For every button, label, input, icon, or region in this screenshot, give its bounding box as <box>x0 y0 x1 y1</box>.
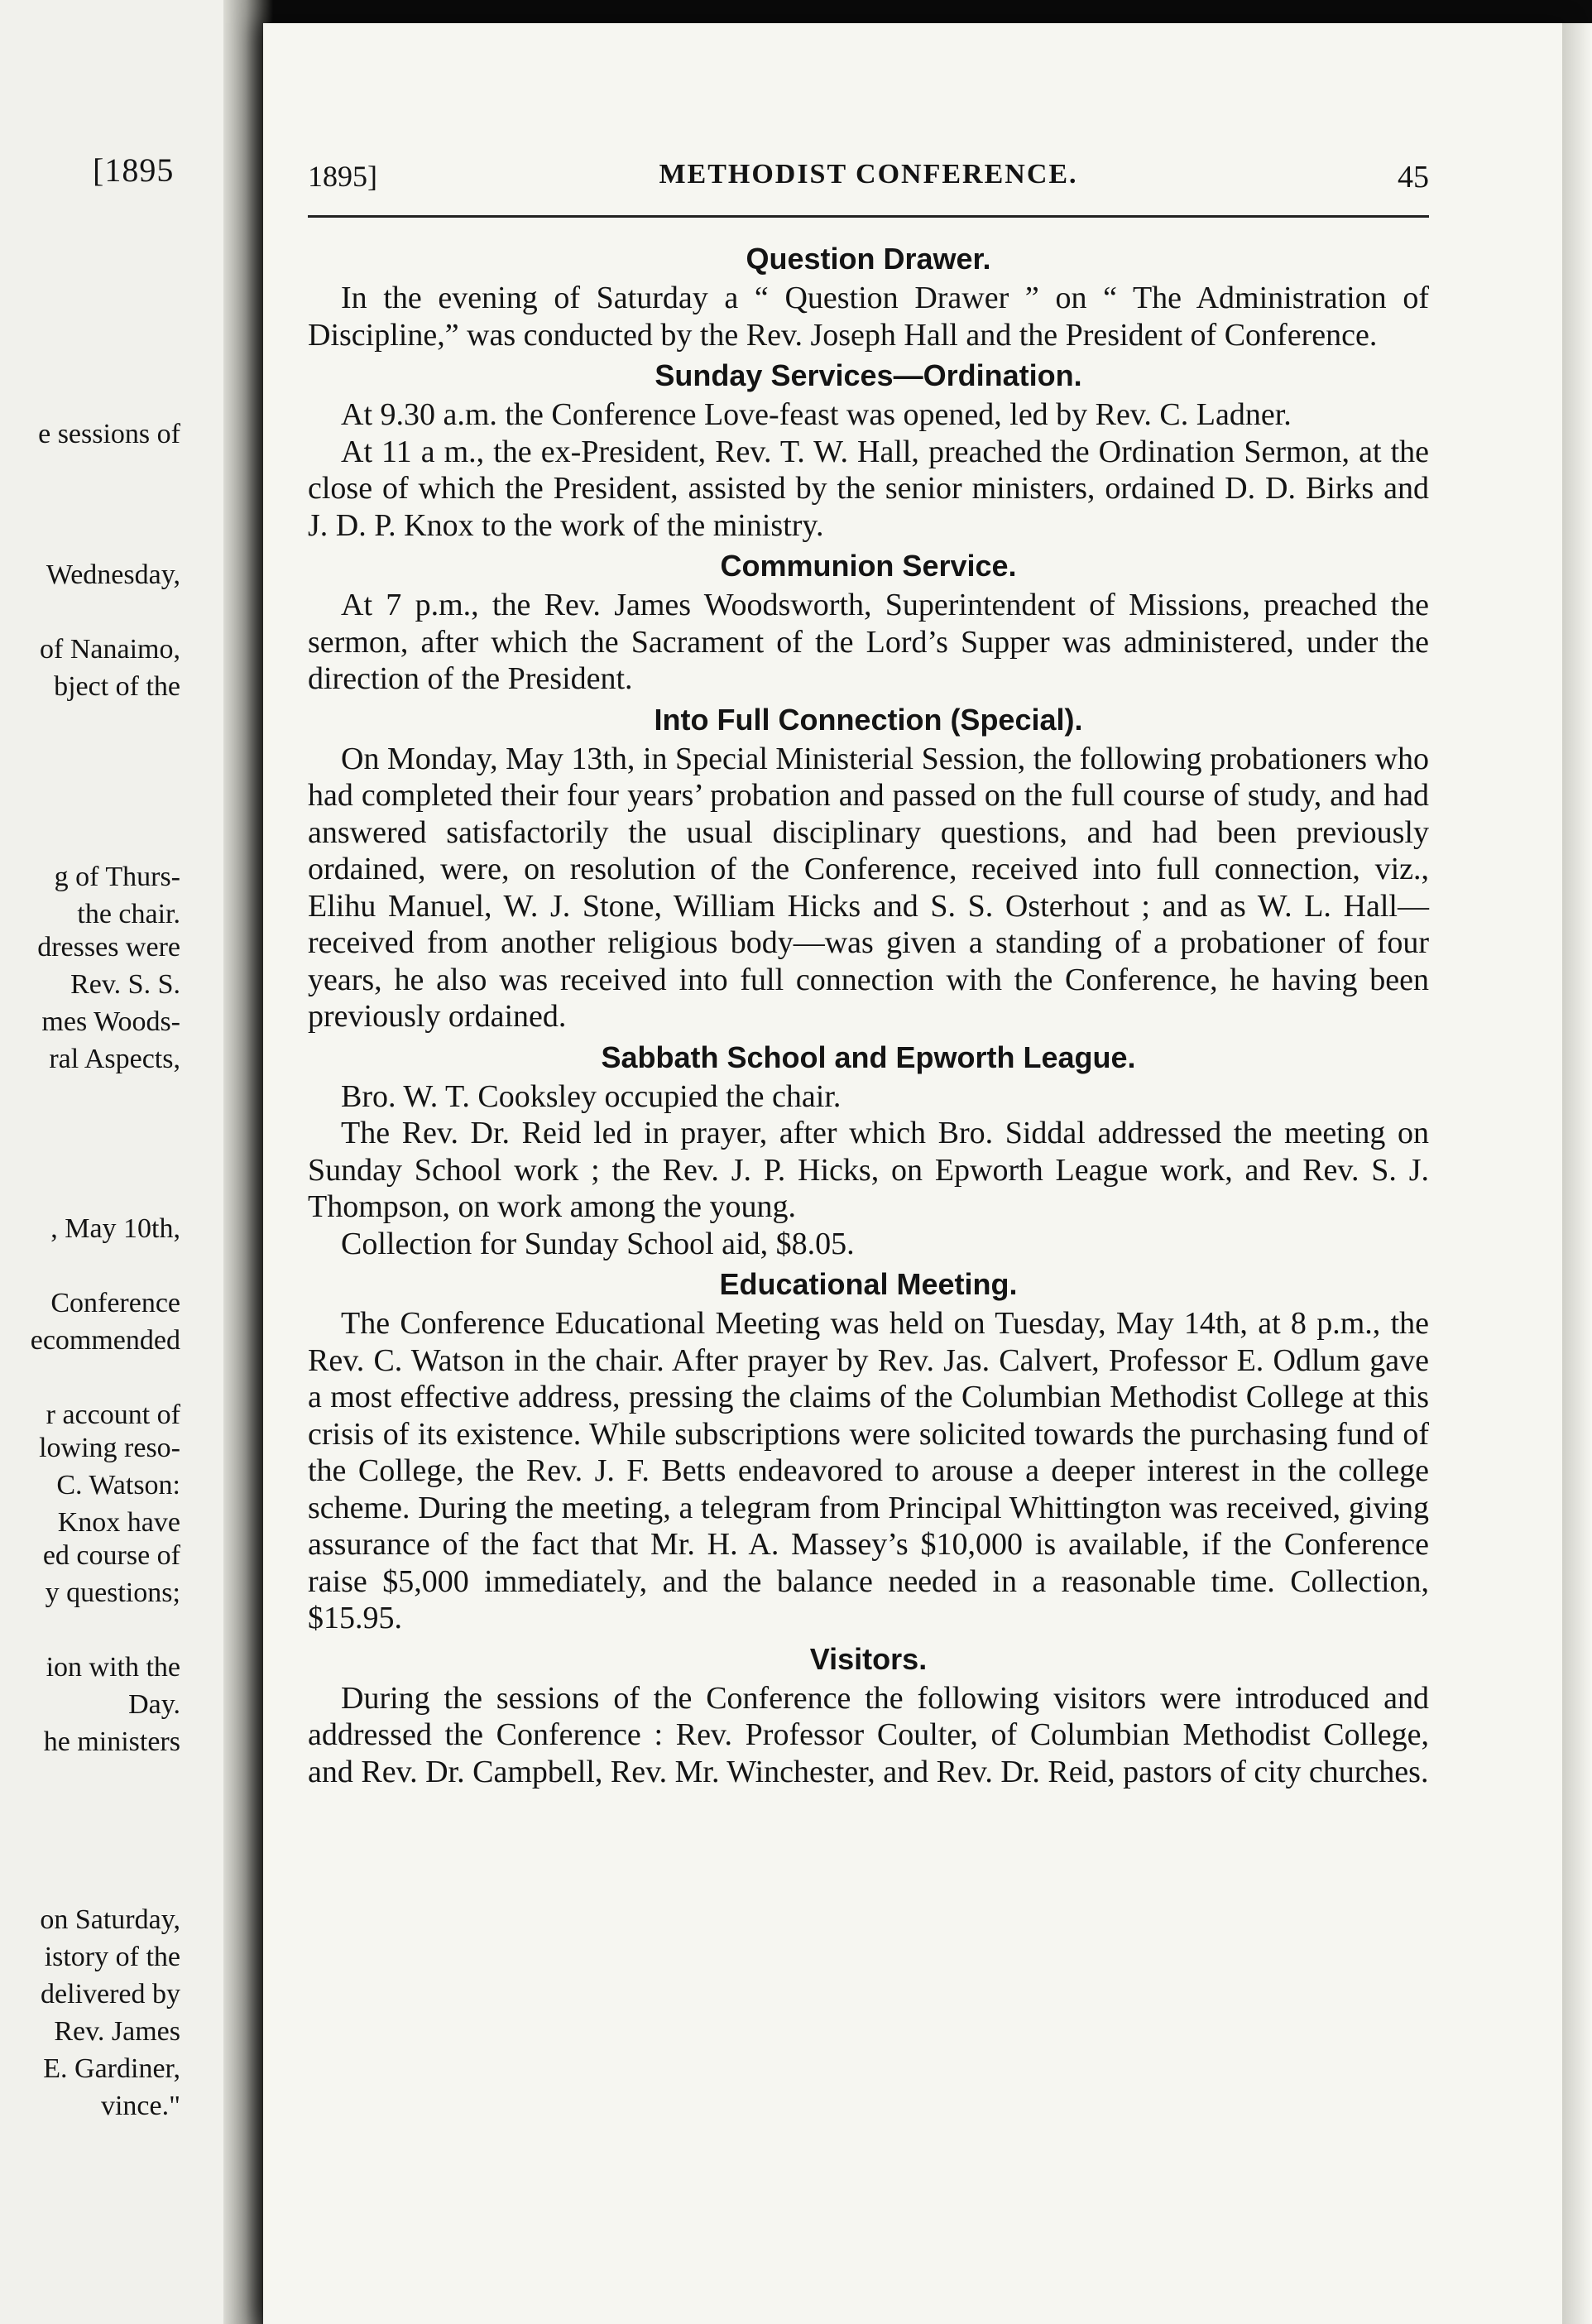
left-page-line: ecommended <box>30 1325 180 1356</box>
section-communion-service <box>308 545 1429 698</box>
left-page-line: Conference <box>50 1288 180 1318</box>
left-page-line: delivered by <box>41 1979 180 2009</box>
paragraph: The Rev. Dr. Reid led in prayer, after which Bro. Siddal addressed the meeting on Sunday School work ; the Rev. J. P. Hicks, on Epworth League work, and Rev. S. J. Thompson, on work among the young. <box>308 1116 1429 1224</box>
page-number: 45 <box>1398 160 1429 194</box>
running-header <box>308 159 1429 200</box>
section-question-drawer <box>308 238 1429 353</box>
left-page-line: Knox have <box>57 1507 180 1538</box>
left-page-line: istory of the <box>44 1942 180 1972</box>
left-page-line: r account of <box>46 1400 180 1430</box>
left-facing-page <box>0 0 248 2324</box>
paragraph: The Conference Educational Meeting was held on Tuesday, May 14th, at 8 p.m., the Rev. C. Watson in the chair. After prayer by Rev. Jas. Calvert, Professor E. Odlum gave a most effective address, pressing the claims of the Columbian Methodist College at this crisis of its existence. While subscriptions were solicited towards the purchasing fund of the College, the Rev. J. F. Betts endeavored to arouse a deeper interest in the college scheme. During the meeting, a telegram from Principal Whittington was received, giving assurance of the fact that Mr. H. A. Massey’s $10,000 is available, if the Conference raise $5,000 immediately, and the balance needed in a reasonable time. Collection, $15.95. <box>308 1306 1429 1635</box>
left-page-line: y questions; <box>45 1577 180 1608</box>
left-page-line: dresses were <box>37 932 180 963</box>
page-edge <box>1562 23 1592 2324</box>
paragraph: On Monday, May 13th, in Special Ministerial Session, the following probationers who had completed their four years’ probation and passed on the full course of study, and had answered satisfactorily the usual disciplinary questions, and had been previously ordained, were, on resolution of the Conference, received into full connection, viz., Elihu Manuel, W. J. Stone, William Hicks and S. S. Osterhout ; and as W. L. Hall—received from another religious body—was given a standing of a probationer of four years, he also was received into full connection with the Conference, he having been previously ordained. <box>308 741 1429 1034</box>
left-page-line: on Saturday, <box>40 1904 180 1935</box>
section-sunday-services <box>308 355 1429 544</box>
paragraph: Bro. W. T. Cooksley occupied the chair. <box>341 1078 842 1114</box>
left-page-line: Rev. S. S. <box>70 969 180 1000</box>
section-heading: Sunday Services—Ordination. <box>655 358 1082 392</box>
section-heading: Sabbath School and Epworth League. <box>601 1040 1136 1074</box>
left-page-line: ed course of <box>42 1540 180 1571</box>
left-page-line: lowing reso- <box>39 1433 180 1463</box>
section-heading: Visitors. <box>809 1641 928 1676</box>
section-visitors <box>308 1639 1429 1791</box>
left-page-line: ion with the <box>46 1652 180 1683</box>
left-page-line: ral Aspects, <box>49 1044 180 1074</box>
section-full-connection <box>308 699 1429 1035</box>
left-page-line: , May 10th, <box>50 1213 180 1244</box>
left-page-line: bject of the <box>54 671 180 702</box>
paragraph: At 7 p.m., the Rev. James Woodsworth, Superintendent of Missions, preached the sermon, after which the Sacrament of the Lord’s Supper was administered, under the direction of the President. <box>308 588 1429 696</box>
left-page-line: mes Woods- <box>41 1006 180 1037</box>
section-heading: Question Drawer. <box>746 242 991 276</box>
left-page-line: C. Watson: <box>56 1470 180 1501</box>
left-page-year: [1895 <box>93 151 175 189</box>
left-page-line: g of Thurs- <box>54 862 180 892</box>
header-year: 1895] <box>308 160 377 193</box>
section-heading: Communion Service. <box>720 549 1017 583</box>
paragraph: Collection for Sunday School aid, $8.05. <box>341 1226 855 1261</box>
left-page-line: of Nanaimo, <box>40 634 180 665</box>
section-heading: Into Full Connection (Special). <box>654 702 1083 737</box>
paragraph: At 11 a m., the ex-President, Rev. T. W. Hall, preached the Ordination Sermon, at the close of which the President, assisted by the senior ministers, ordained D. D. Birks and J. D. P. Knox to the work of the ministry. <box>308 434 1429 543</box>
left-page-line: the chair. <box>77 899 180 929</box>
left-page-line: e sessions of <box>38 419 180 449</box>
left-page-line: he ministers <box>43 1726 180 1757</box>
section-sabbath-school <box>308 1037 1429 1263</box>
paragraph: In the evening of Saturday a “ Question Drawer ” on “ The Administration of Discipline,” was conducted by the Rev. Joseph Hall and the President of Conference. <box>308 281 1429 353</box>
left-page-line: Wednesday, <box>46 559 180 590</box>
section-heading: Educational Meeting. <box>719 1267 1018 1301</box>
paragraph: At 9.30 a.m. the Conference Love-feast was opened, led by Rev. C. Ladner. <box>341 397 1292 432</box>
paragraph: During the sessions of the Conference the following visitors were introduced and addressed the Conference : Rev. Professor Coulter, of Columbian Methodist College, and Rev. Dr. Campbell, Rev. Mr. Winchester, and Rev. Dr. Reid, pastors of city churches. <box>308 1680 1429 1789</box>
header-title: METHODIST CONFERENCE. <box>659 159 1078 190</box>
left-page-line: E. Gardiner, <box>43 2053 180 2084</box>
left-page-line: vince." <box>100 2091 180 2121</box>
page-body <box>308 238 1429 1790</box>
left-page-line: Day. <box>128 1689 180 1720</box>
header-rule <box>308 215 1429 218</box>
section-educational-meeting <box>308 1264 1429 1637</box>
left-page-line: Rev. James <box>54 2016 180 2047</box>
